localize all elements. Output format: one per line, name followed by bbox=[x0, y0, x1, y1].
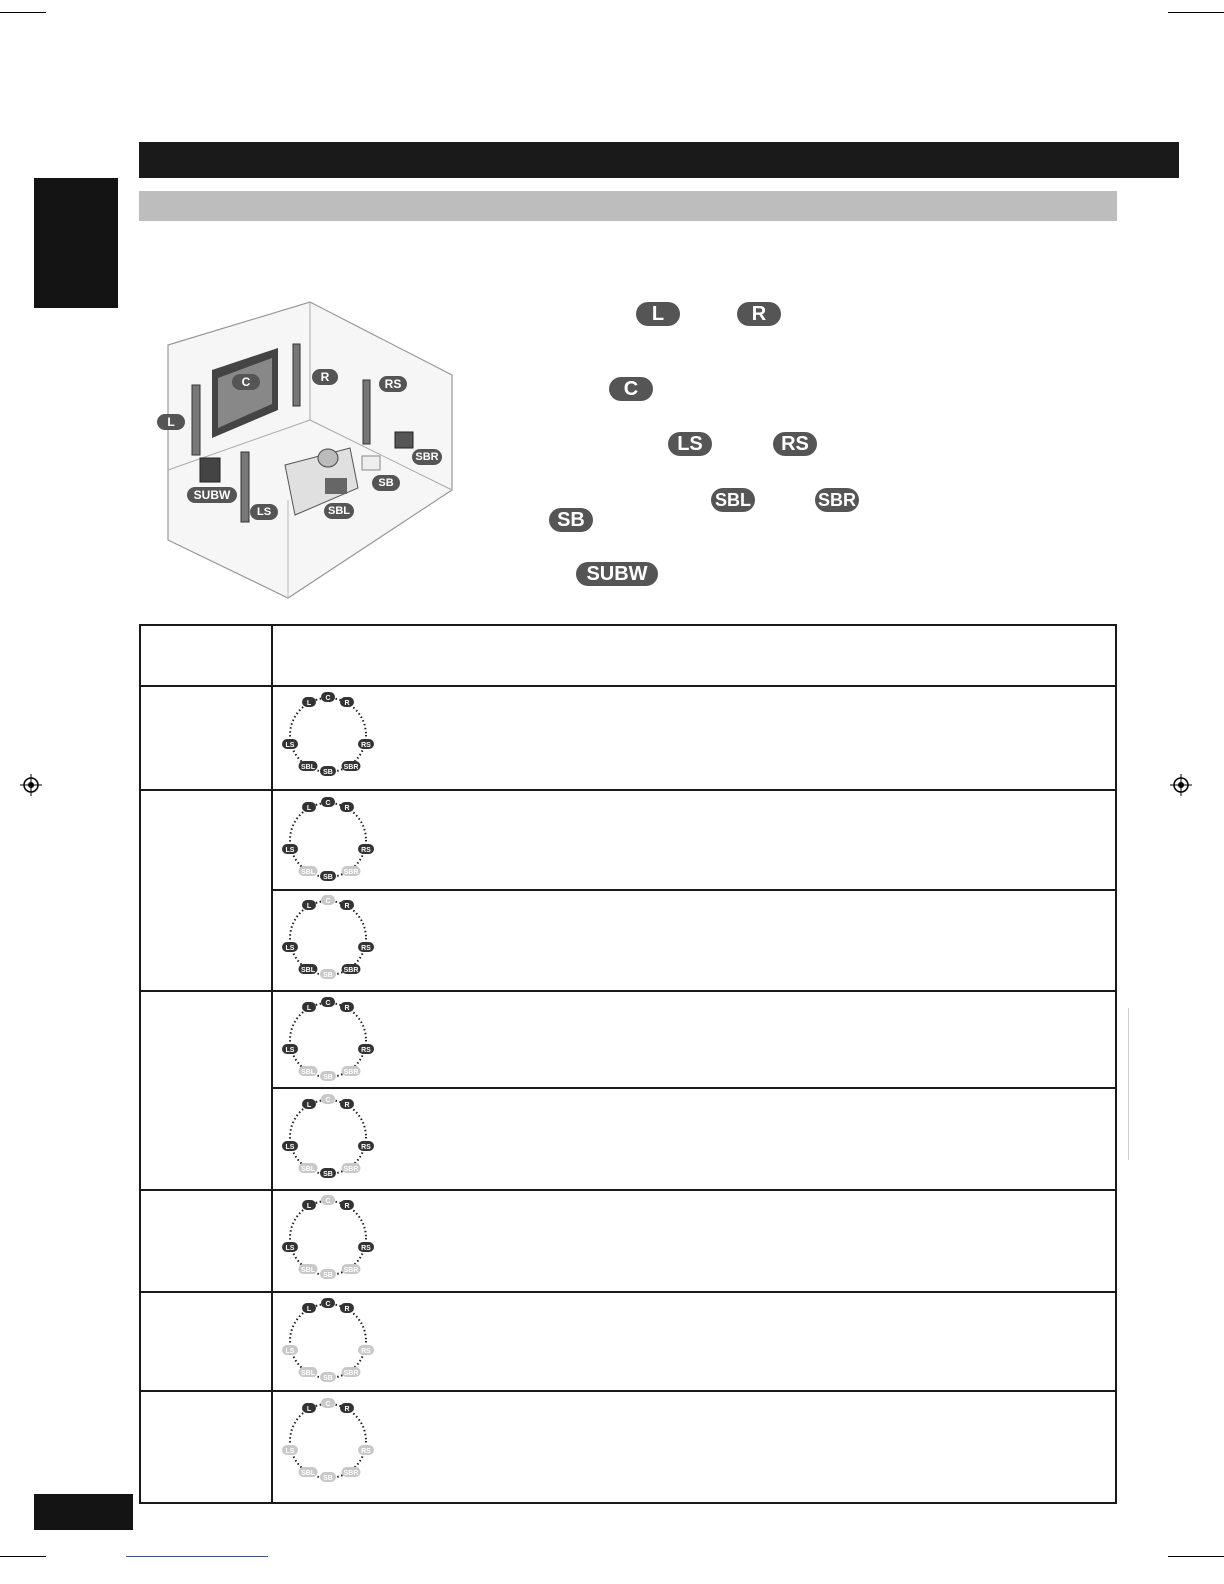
speaker-badge-c bbox=[321, 1094, 335, 1104]
svg-text:LS: LS bbox=[285, 1448, 295, 1455]
svg-text:SB: SB bbox=[323, 1375, 333, 1382]
section-title-bar bbox=[139, 142, 1179, 178]
svg-text:RS: RS bbox=[361, 742, 371, 749]
speaker-badge-sbr bbox=[342, 761, 361, 771]
svg-text:R: R bbox=[344, 805, 350, 812]
speaker-ring bbox=[290, 1404, 366, 1478]
crop-mark bbox=[1168, 12, 1224, 13]
speaker-badge-sbr bbox=[342, 1163, 361, 1173]
speaker-badge-c bbox=[321, 692, 335, 702]
speaker-ring bbox=[290, 803, 366, 877]
table-row-divider bbox=[139, 685, 1117, 687]
svg-text:L: L bbox=[306, 1203, 312, 1210]
speaker-badge-rs bbox=[358, 1445, 374, 1455]
speaker-ring bbox=[290, 1201, 366, 1275]
speaker-badge-r bbox=[340, 1099, 354, 1109]
svg-text:R: R bbox=[344, 700, 350, 707]
svg-text:C: C bbox=[325, 1401, 331, 1408]
table-column-divider bbox=[271, 624, 273, 1504]
speaker-badge-sbr bbox=[342, 964, 361, 974]
svg-text:L: L bbox=[306, 1005, 312, 1012]
room-label-subwoofer: SUBW bbox=[187, 487, 237, 503]
speaker-badge-rs bbox=[358, 739, 374, 749]
svg-text:SB: SB bbox=[323, 874, 333, 881]
speaker-layout-diagram bbox=[278, 1296, 374, 1384]
svg-text:C: C bbox=[325, 1000, 331, 1007]
svg-text:R: R bbox=[344, 1406, 350, 1413]
speaker-badge-rs bbox=[358, 1141, 374, 1151]
speaker-badge-sbl bbox=[299, 964, 318, 974]
speaker-badge-ls bbox=[282, 1445, 298, 1455]
speaker-badge-sb bbox=[320, 1168, 336, 1178]
svg-text:SB: SB bbox=[323, 769, 333, 776]
svg-text:C: C bbox=[325, 800, 331, 807]
svg-text:SBR: SBR bbox=[343, 967, 359, 974]
speaker-badge-sbl bbox=[299, 1163, 318, 1173]
svg-text:R: R bbox=[344, 903, 350, 910]
speaker-badge-ls bbox=[282, 1345, 298, 1355]
room-label-surround-back-left: SBL bbox=[324, 503, 354, 519]
room-label-front-right: R bbox=[312, 369, 338, 385]
speaker-layout-diagram bbox=[278, 995, 374, 1083]
table-row-divider bbox=[139, 990, 1117, 992]
legend-front-left: L bbox=[636, 302, 680, 326]
speaker-badge-c bbox=[321, 1298, 335, 1308]
svg-text:RS: RS bbox=[361, 1144, 371, 1151]
speaker-badge-rs bbox=[358, 1242, 374, 1252]
speaker-badge-r bbox=[340, 697, 354, 707]
svg-text:SBR: SBR bbox=[343, 1267, 359, 1274]
legend-front-right: R bbox=[737, 302, 781, 326]
room-label-center: C bbox=[232, 374, 260, 390]
svg-text:L: L bbox=[306, 1102, 312, 1109]
speaker-badge-l bbox=[302, 1303, 316, 1313]
speaker-badge-sbl bbox=[299, 866, 318, 876]
speaker-badge-r bbox=[340, 1403, 354, 1413]
speaker-badge-r bbox=[340, 900, 354, 910]
legend-center: C bbox=[609, 377, 653, 401]
speaker-badge-sb bbox=[320, 969, 336, 979]
crop-mark bbox=[0, 1556, 46, 1557]
svg-text:LS: LS bbox=[285, 1348, 295, 1355]
speaker-layout-diagram bbox=[278, 1193, 374, 1281]
svg-text:SBL: SBL bbox=[301, 1166, 315, 1173]
room-label-surround-back-right: SBR bbox=[412, 449, 442, 465]
speaker-badge-l bbox=[302, 697, 316, 707]
speaker-ring bbox=[290, 1304, 366, 1378]
room-label-surround-back: SB bbox=[372, 475, 400, 491]
page-number-tab bbox=[34, 1494, 133, 1530]
speaker-badge-sb bbox=[320, 1372, 336, 1382]
svg-text:SBR: SBR bbox=[343, 869, 359, 876]
crop-mark bbox=[1168, 1556, 1224, 1557]
svg-text:R: R bbox=[344, 1203, 350, 1210]
speaker-badge-sbl bbox=[299, 1467, 318, 1477]
svg-text:SBR: SBR bbox=[343, 1166, 359, 1173]
speaker-layout-diagram bbox=[278, 893, 374, 981]
svg-text:R: R bbox=[344, 1005, 350, 1012]
speaker-badge-c bbox=[321, 1398, 335, 1408]
speaker-badge-sbr bbox=[342, 1264, 361, 1274]
speaker-badge-rs bbox=[358, 942, 374, 952]
table-row-divider bbox=[271, 1087, 1117, 1089]
svg-text:L: L bbox=[306, 1406, 312, 1413]
speaker-ring bbox=[290, 1003, 366, 1077]
speaker-badge-rs bbox=[358, 1345, 374, 1355]
svg-text:SBR: SBR bbox=[343, 1370, 359, 1377]
svg-text:SBR: SBR bbox=[343, 1069, 359, 1076]
speaker-badge-sbl bbox=[299, 1264, 318, 1274]
speaker-badge-ls bbox=[282, 1242, 298, 1252]
legend-surround-back-left: SBL bbox=[711, 488, 755, 512]
svg-text:SB: SB bbox=[323, 1272, 333, 1279]
svg-text:C: C bbox=[325, 898, 331, 905]
svg-text:R: R bbox=[344, 1102, 350, 1109]
speaker-badge-c bbox=[321, 895, 335, 905]
legend-surround-back-right: SBR bbox=[815, 488, 859, 512]
table-row-divider bbox=[271, 889, 1117, 891]
svg-text:L: L bbox=[306, 903, 312, 910]
speaker-badge-sb bbox=[320, 1071, 336, 1081]
speaker-badge-rs bbox=[358, 1044, 374, 1054]
speaker-badge-sbl bbox=[299, 1066, 318, 1076]
room-label-front-left: L bbox=[157, 414, 185, 430]
registration-mark-icon bbox=[1170, 774, 1192, 796]
speaker-badge-c bbox=[321, 797, 335, 807]
svg-text:L: L bbox=[306, 1306, 312, 1313]
speaker-badge-l bbox=[302, 1002, 316, 1012]
speaker-badge-r bbox=[340, 1002, 354, 1012]
svg-text:LS: LS bbox=[285, 1047, 295, 1054]
svg-text:LS: LS bbox=[285, 1144, 295, 1151]
room-label-surround-left: LS bbox=[250, 504, 278, 520]
speaker-badge-l bbox=[302, 900, 316, 910]
speaker-layout-diagram bbox=[278, 1092, 374, 1180]
speaker-badge-sbl bbox=[299, 761, 318, 771]
crop-mark bbox=[0, 12, 46, 13]
speaker-badge-r bbox=[340, 1303, 354, 1313]
svg-text:SBL: SBL bbox=[301, 1470, 315, 1477]
speaker-badge-l bbox=[302, 802, 316, 812]
speaker-badge-sb bbox=[320, 871, 336, 881]
speaker-badge-sb bbox=[320, 766, 336, 776]
svg-text:SBL: SBL bbox=[301, 1370, 315, 1377]
speaker-badge-c bbox=[321, 997, 335, 1007]
speaker-badge-ls bbox=[282, 1044, 298, 1054]
svg-text:RS: RS bbox=[361, 847, 371, 854]
speaker-badge-ls bbox=[282, 739, 298, 749]
svg-text:SB: SB bbox=[323, 1074, 333, 1081]
speaker-badge-sbr bbox=[342, 866, 361, 876]
speaker-badge-rs bbox=[358, 844, 374, 854]
table-row-divider bbox=[139, 1390, 1117, 1392]
speaker-badge-r bbox=[340, 802, 354, 812]
subsection-bar bbox=[139, 191, 1117, 221]
speaker-badge-ls bbox=[282, 844, 298, 854]
legend-surround-back: SB bbox=[549, 508, 593, 532]
svg-text:C: C bbox=[325, 1198, 331, 1205]
svg-text:RS: RS bbox=[361, 1047, 371, 1054]
svg-text:SB: SB bbox=[323, 1171, 333, 1178]
speaker-badge-ls bbox=[282, 1141, 298, 1151]
svg-text:RS: RS bbox=[361, 1448, 371, 1455]
speaker-badge-l bbox=[302, 1403, 316, 1413]
svg-text:C: C bbox=[325, 1097, 331, 1104]
svg-text:RS: RS bbox=[361, 1245, 371, 1252]
legend-surround-left: LS bbox=[668, 432, 712, 456]
room-label-surround-right: RS bbox=[379, 376, 407, 392]
speaker-badge-l bbox=[302, 1200, 316, 1210]
speaker-badge-sb bbox=[320, 1472, 336, 1482]
speaker-badge-c bbox=[321, 1195, 335, 1205]
speaker-layout-diagram bbox=[278, 1396, 374, 1484]
registration-mark-icon bbox=[20, 774, 42, 796]
speaker-badge-ls bbox=[282, 942, 298, 952]
svg-text:LS: LS bbox=[285, 945, 295, 952]
svg-text:SBL: SBL bbox=[301, 967, 315, 974]
svg-text:C: C bbox=[325, 1301, 331, 1308]
speaker-ring bbox=[290, 698, 366, 772]
speaker-ring bbox=[290, 901, 366, 975]
speaker-layout-diagram bbox=[278, 795, 374, 883]
language-side-tab bbox=[34, 178, 118, 308]
svg-text:SBL: SBL bbox=[301, 1069, 315, 1076]
speaker-badge-l bbox=[302, 1099, 316, 1109]
svg-text:LS: LS bbox=[285, 742, 295, 749]
svg-text:SB: SB bbox=[323, 972, 333, 979]
svg-text:SBL: SBL bbox=[301, 764, 315, 771]
svg-text:RS: RS bbox=[361, 1348, 371, 1355]
svg-text:RS: RS bbox=[361, 945, 371, 952]
speaker-badge-sb bbox=[320, 1269, 336, 1279]
svg-text:LS: LS bbox=[285, 1245, 295, 1252]
speaker-ring bbox=[290, 1100, 366, 1174]
table-row-divider bbox=[139, 789, 1117, 791]
svg-text:SBR: SBR bbox=[343, 1470, 359, 1477]
speaker-badge-r bbox=[340, 1200, 354, 1210]
svg-text:SBL: SBL bbox=[301, 869, 315, 876]
svg-text:R: R bbox=[344, 1306, 350, 1313]
svg-text:L: L bbox=[306, 700, 312, 707]
svg-text:SBL: SBL bbox=[301, 1267, 315, 1274]
speaker-badge-sbr bbox=[342, 1066, 361, 1076]
speaker-layout-diagram bbox=[278, 690, 374, 778]
speaker-badge-sbr bbox=[342, 1467, 361, 1477]
margin-rule bbox=[1128, 1008, 1129, 1160]
svg-text:L: L bbox=[306, 805, 312, 812]
table-row-divider bbox=[139, 1189, 1117, 1191]
table-row-divider bbox=[139, 1291, 1117, 1293]
svg-text:C: C bbox=[325, 695, 331, 702]
legend-surround-right: RS bbox=[773, 432, 817, 456]
svg-text:LS: LS bbox=[285, 847, 295, 854]
footer-link-line bbox=[126, 1556, 268, 1557]
legend-subwoofer: SUBW bbox=[576, 562, 658, 586]
speaker-badge-sbl bbox=[299, 1367, 318, 1377]
svg-text:SBR: SBR bbox=[343, 764, 359, 771]
speaker-badge-sbr bbox=[342, 1367, 361, 1377]
svg-text:SB: SB bbox=[323, 1475, 333, 1482]
